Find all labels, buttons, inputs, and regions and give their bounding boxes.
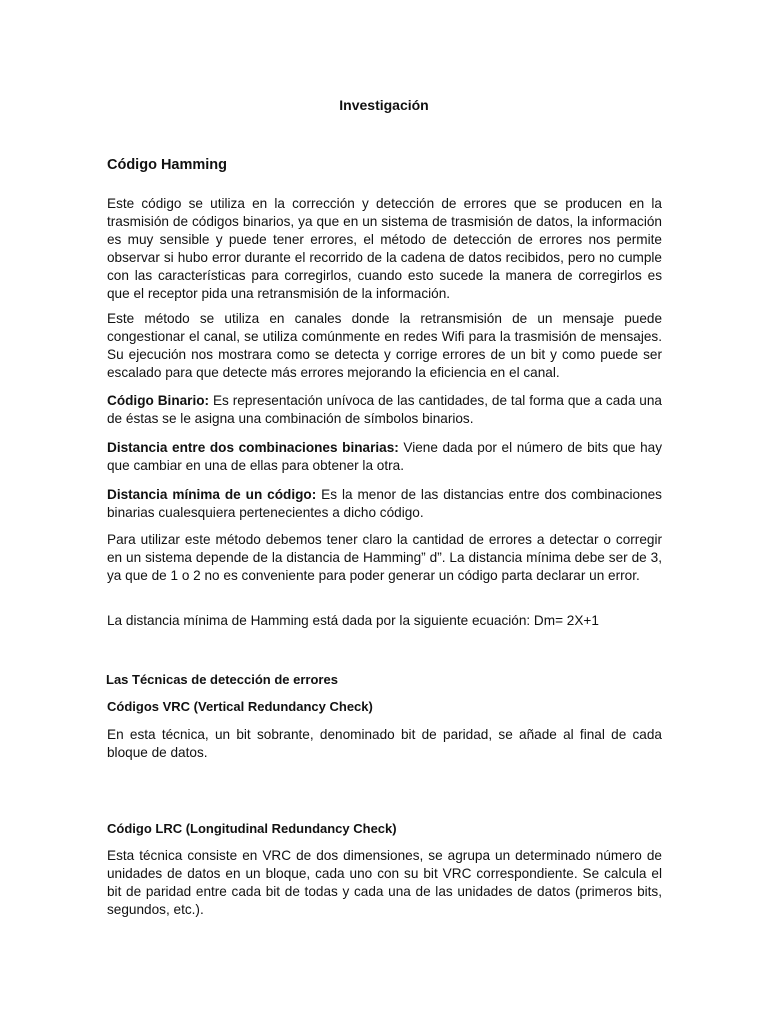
paragraph-hamming-intro: Este código se utiliza en la corrección y detección de errores que se producen en la trasmisión de códigos binarios, ya que en un sistema de trasmisión de datos, la información es muy sensible y puede tener errores, el método de detección de errores nos permite observar si hubo error durante el recorrido de la cadena de datos recibidos, pero no cumple con las características para corregirlos, cuando esto sucede la manera de corregirlos es que el receptor pida una retransmisión de la información.	[107, 196, 662, 301]
definition-term: Distancia entre dos combinaciones binarias:	[107, 440, 399, 455]
definition-text: Viene dada por el número de bits que hay que cambiar en una de ellas para obtener la otra.	[107, 440, 662, 473]
section-heading-tecnicas: Las Técnicas de detección de errores	[106, 672, 338, 687]
definition-distancia-combinaciones	[107, 439, 662, 475]
subheading-lrc: Código LRC (Longitudinal Redundancy Check)	[107, 821, 397, 836]
paragraph-vrc: En esta técnica, un bit sobrante, denominado bit de paridad, se añade al final de cada bloque de datos.	[107, 727, 662, 760]
paragraph-hamming-distance: Para utilizar este método debemos tener claro la cantidad de errores a detectar o corregir en un sistema depende de la distancia de Hamming” d”. La distancia mínima debe ser de 3, ya que de 1 o 2 no es conveniente para poder generar un código parta declarar un error.	[107, 532, 662, 583]
paragraph-hamming-usage: Este método se utiliza en canales donde la retransmisión de un mensaje puede congestionar el canal, se utiliza comúnmente en redes Wifi para la trasmisión de mensajes. Su ejecución nos mostrara como se detecta y corrige errores de un bit y como puede ser escalado para que detecte más errores mejorando la eficiencia en el canal.	[107, 311, 662, 380]
definition-term: Código Binario:	[107, 393, 210, 408]
definition-term: Distancia mínima de un código:	[107, 487, 317, 502]
definition-codigo-binario	[107, 392, 662, 428]
definition-text: Es representación unívoca de las cantidades, de tal forma que a cada una de éstas se le asigna una combinación de símbolos binarios.	[107, 393, 662, 426]
subheading-vrc: Códigos VRC (Vertical Redundancy Check)	[107, 699, 373, 714]
document-title: Investigación	[339, 97, 429, 113]
section-heading-hamming: Código Hamming	[107, 157, 228, 173]
paragraph-hamming-equation: La distancia mínima de Hamming está dada por la siguiente ecuación: Dm= 2X+1	[107, 613, 599, 628]
paragraph-lrc: Esta técnica consiste en VRC de dos dimensiones, se agrupa un determinado número de unidades de datos en un bloque, cada uno con su bit VRC correspondiente. Se calcula el bit de paridad entre cada bit de todas y cada una de las unidades de datos (primeros bits, segundos, etc.).	[107, 848, 662, 917]
definition-text: Es la menor de las distancias entre dos combinaciones binarias cualesquiera pertenecientes a dicho código.	[107, 487, 662, 520]
definition-distancia-minima	[107, 486, 662, 522]
